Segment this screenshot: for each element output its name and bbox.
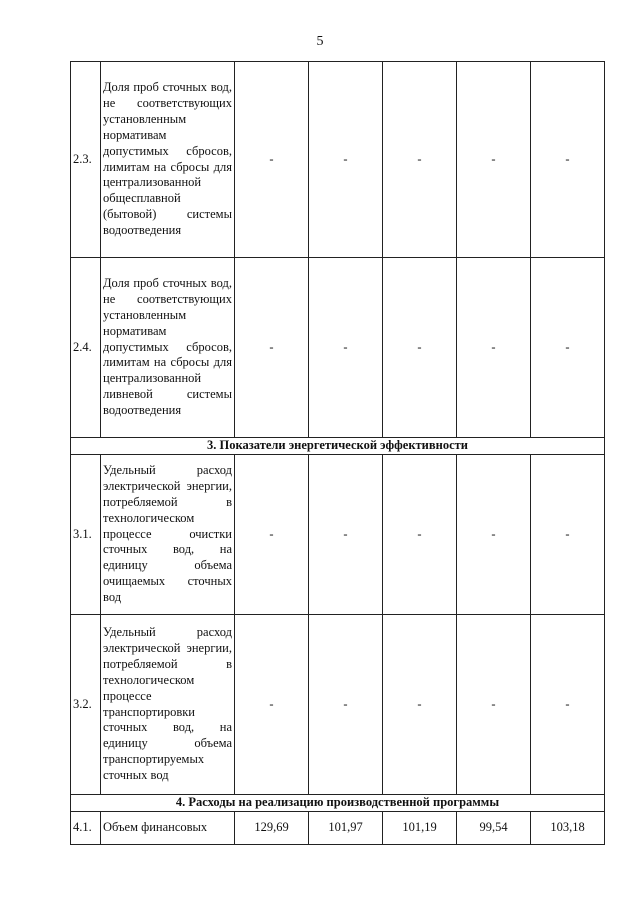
value-cell-4: -	[457, 615, 531, 795]
value-cell-5: -	[531, 62, 605, 258]
value-cell-1: -	[235, 62, 309, 258]
value-cell-4: -	[457, 258, 531, 438]
value-cell-3: -	[383, 615, 457, 795]
row-description: Удельный расход электрической энергии, потребляемой в технологическом процессе очистки сточных вод, на единицу объема очищаемых сточных вод	[101, 455, 235, 615]
value-cell-2: -	[309, 615, 383, 795]
value-cell-5: -	[531, 258, 605, 438]
value-cell-3: -	[383, 455, 457, 615]
section-title-3: 3. Показатели энергетической эффективности	[71, 438, 605, 455]
value-cell-5: -	[531, 455, 605, 615]
row-description: Объем финансовых	[101, 812, 235, 845]
value-cell-2: -	[309, 455, 383, 615]
value-cell-1: -	[235, 615, 309, 795]
row-description: Доля проб сточных вод, не соответствующих установленным нормативам допустимых сбросов, лимитам на сбросы для централизованной ливневой системы водоотведения	[101, 258, 235, 438]
row-description: Удельный расход электрической энергии, потребляемой в технологическом процессе транспортировки сточных вод, на единицу объема транспортируемых сточных вод	[101, 615, 235, 795]
section-header-row	[71, 438, 605, 455]
value-cell-5: -	[531, 615, 605, 795]
value-cell-4: -	[457, 455, 531, 615]
table-row-2-3	[71, 62, 605, 258]
row-description: Доля проб сточных вод, не соответствующих установленным нормативам допустимых сбросов, лимитам на сбросы для централизованной общесплавной (бытовой) системы водоотведения	[101, 62, 235, 258]
table-row-3-2	[71, 615, 605, 795]
value-cell-2: 101,97	[309, 812, 383, 845]
table-row-2-4	[71, 258, 605, 438]
value-cell-3: -	[383, 258, 457, 438]
value-cell-3: -	[383, 62, 457, 258]
value-cell-1: -	[235, 258, 309, 438]
value-cell-4: -	[457, 62, 531, 258]
value-cell-5: 103,18	[531, 812, 605, 845]
row-number: 2.4.	[71, 258, 101, 438]
indicators-table	[70, 61, 605, 845]
row-number: 3.1.	[71, 455, 101, 615]
row-number: 3.2.	[71, 615, 101, 795]
value-cell-2: -	[309, 258, 383, 438]
row-number: 4.1.	[71, 812, 101, 845]
value-cell-2: -	[309, 62, 383, 258]
value-cell-4: 99,54	[457, 812, 531, 845]
row-number: 2.3.	[71, 62, 101, 258]
value-cell-1: -	[235, 455, 309, 615]
page-number: 5	[316, 34, 324, 49]
section-header-row	[71, 795, 605, 812]
value-cell-1: 129,69	[235, 812, 309, 845]
value-cell-3: 101,19	[383, 812, 457, 845]
section-title-4: 4. Расходы на реализацию производственной программы	[71, 795, 605, 812]
table-row-4-1	[71, 812, 605, 845]
table-row-3-1	[71, 455, 605, 615]
